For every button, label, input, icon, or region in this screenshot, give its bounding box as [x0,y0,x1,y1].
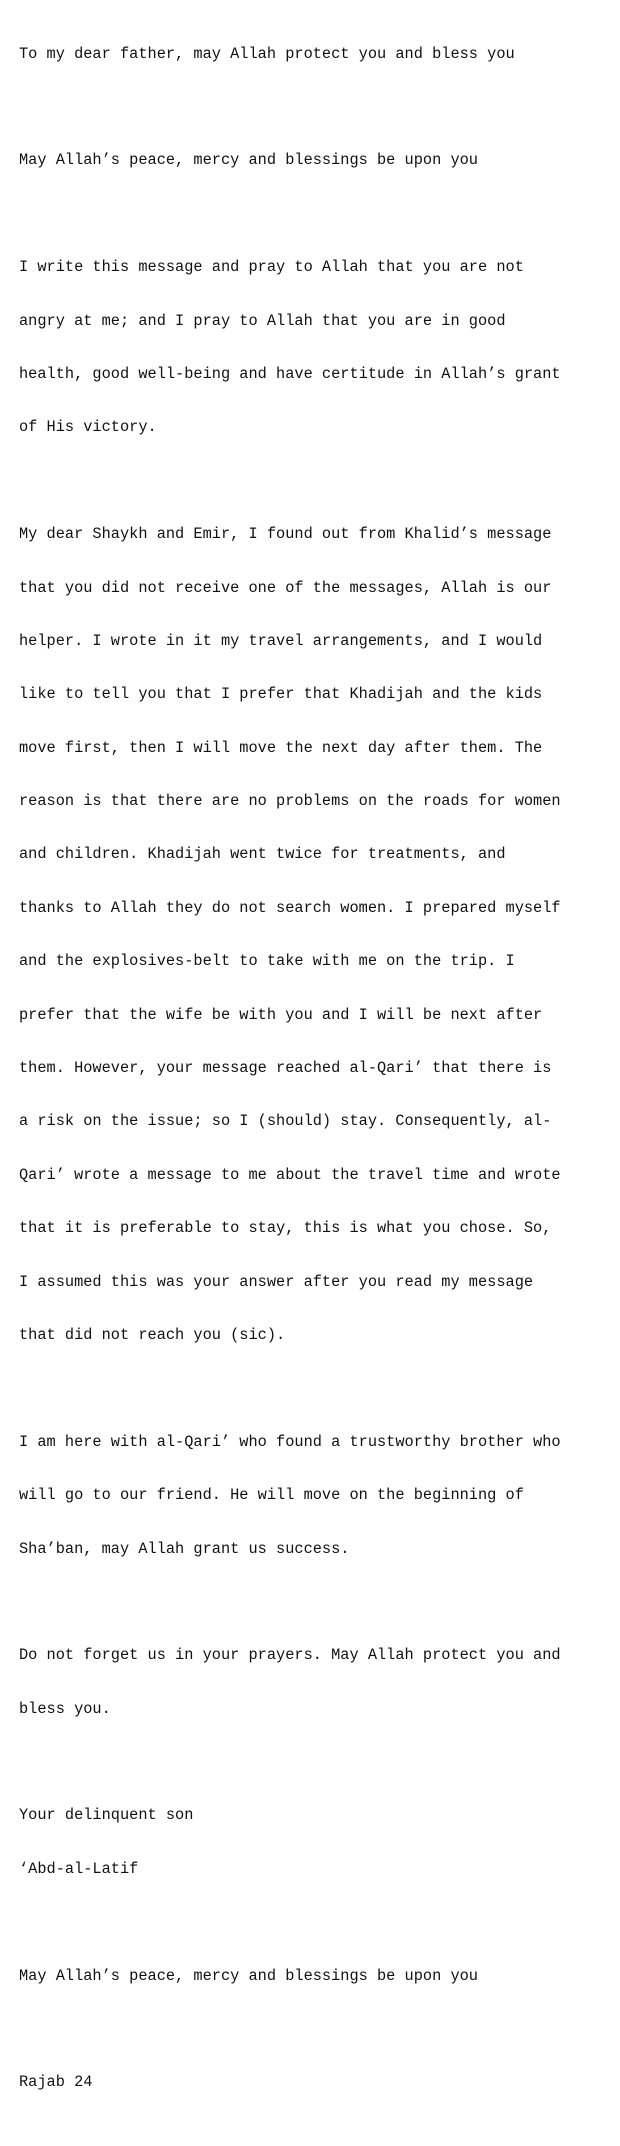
paragraph-line: prefer that the wife be with you and I will be next after [19,1005,543,1024]
letter-salutation [19,10,609,99]
paragraph-line: will go to our friend. He will move on the beginning of [19,1486,524,1505]
paragraph-line: I assumed this was your answer after you read my message [19,1272,534,1291]
closing-line: May Allah’s peace, mercy and blessings be upon you [19,1966,478,1985]
paragraph-line: helper. I wrote in it my travel arrangements, and I would [19,631,543,650]
paragraph-line: of His victory. [19,418,157,437]
letter-paragraph-1 [19,224,609,473]
paragraph-line: angry at me; and I pray to Allah that you are in good [19,311,506,330]
paragraph-line: health, good well-being and have certitude in Allah’s grant [19,364,561,383]
paragraph-line: that it is preferable to stay, this is what you chose. So, [19,1219,552,1238]
date-line: Rajab 24 [19,2073,93,2092]
paragraph-line: that you did not receive one of the messages, Allah is our [19,578,552,597]
letter-paragraph-2 [19,491,609,1381]
paragraph-line: thanks to Allah they do not search women. I prepared myself [19,898,561,917]
letter-greeting [19,117,609,206]
letter-signoff [19,1772,609,1914]
paragraph-line: My dear Shaykh and Emir, I found out from Khalid’s message [19,525,552,544]
salutation-line: To my dear father, may Allah protect you and bless you [19,44,515,63]
signoff-line: Your delinquent son [19,1806,194,1825]
letter-document [19,10,609,2146]
letter-paragraph-3 [19,1398,609,1594]
paragraph-line: I am here with al-Qari’ who found a trustworthy brother who [19,1432,561,1451]
paragraph-line: Do not forget us in your prayers. May Allah protect you and [19,1646,561,1665]
letter-paragraph-4 [19,1612,609,1754]
paragraph-line: and the explosives-belt to take with me on the trip. I [19,952,515,971]
paragraph-line: reason is that there are no problems on the roads for women [19,792,561,811]
letter-date [19,2039,609,2128]
paragraph-line: I write this message and pray to Allah that you are not [19,258,524,277]
signature-name: ‘Abd-al-Latif [19,1859,139,1878]
paragraph-line: Qari’ wrote a message to me about the travel time and wrote [19,1165,561,1184]
paragraph-line: like to tell you that I prefer that Khadijah and the kids [19,685,543,704]
paragraph-line: Sha’ban, may Allah grant us success. [19,1539,350,1558]
paragraph-line: and children. Khadijah went twice for treatments, and [19,845,506,864]
greeting-line: May Allah’s peace, mercy and blessings be upon you [19,151,478,170]
paragraph-line: that did not reach you (sic). [19,1325,286,1344]
letter-closing [19,1932,609,2021]
paragraph-line: bless you. [19,1699,111,1718]
paragraph-line: a risk on the issue; so I (should) stay. Consequently, al- [19,1112,552,1131]
paragraph-line: them. However, your message reached al-Qari’ that there is [19,1059,552,1078]
paragraph-line: move first, then I will move the next day after them. The [19,738,543,757]
